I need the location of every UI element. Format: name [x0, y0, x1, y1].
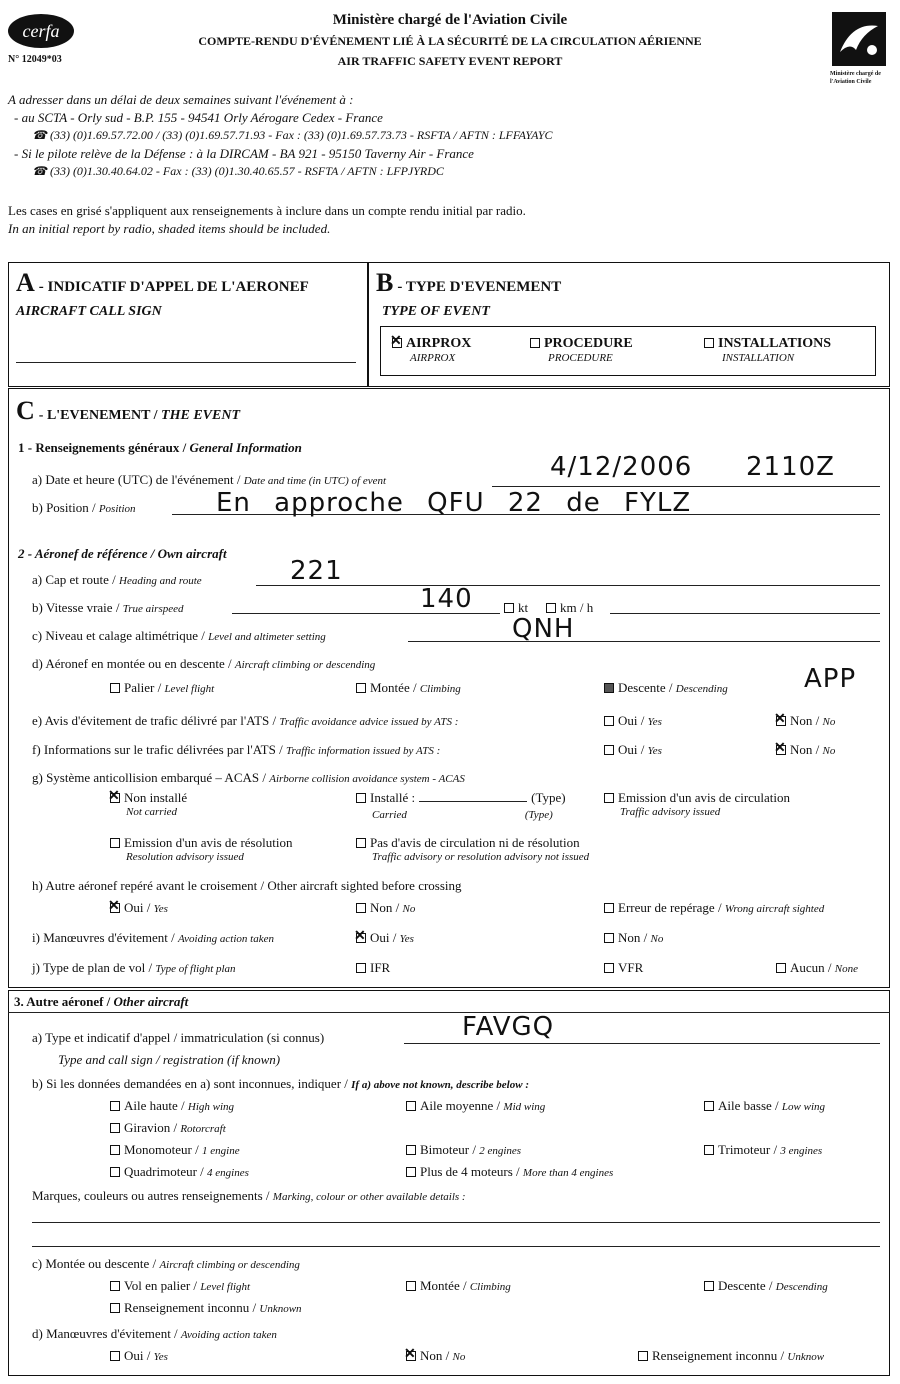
marks-field-1[interactable]: [32, 1222, 880, 1223]
event-airprox[interactable]: [392, 334, 471, 364]
palier-option[interactable]: Palier / Level flight: [110, 680, 214, 696]
intro-line-6: Les cases en grisé s'appliquent aux renseignements à inclure dans un compte rendu initial par radio.: [8, 203, 526, 218]
avoiding-oui[interactable]: ✕ Oui / Yes: [356, 930, 414, 946]
flightplan-ifr[interactable]: IFR: [356, 960, 390, 976]
acas-ra-issued[interactable]: Emission d'un avis de résolution Resolution advisory issued: [110, 835, 292, 863]
other-avoiding-oui[interactable]: Oui / Yes: [110, 1348, 168, 1364]
level-value[interactable]: QNH: [512, 614, 575, 644]
descente-option[interactable]: Descente / Descending: [604, 680, 728, 696]
airprox-checkbox[interactable]: [392, 338, 402, 348]
date-value[interactable]: 4/12/2006: [550, 452, 693, 482]
procedure-label: PROCEDURE: [544, 336, 633, 351]
sighted-label: h) Autre aéronef repéré avant le croisement / Other aircraft sighted before crossing: [32, 878, 462, 893]
airspeed-extra-field[interactable]: [610, 613, 880, 614]
other-level-flight[interactable]: Vol en palier / Level flight: [110, 1278, 250, 1294]
installations-label: INSTALLATIONS: [718, 336, 832, 351]
other-avoiding-unknown[interactable]: Renseignement inconnu / Unknow: [638, 1348, 824, 1364]
opt-high-wing[interactable]: Aile haute / High wing: [110, 1098, 234, 1114]
acas-ta-issued[interactable]: Emission d'un avis de circulation Traffic advisory issued: [604, 790, 790, 818]
event-procedure[interactable]: [530, 334, 633, 364]
opt-4-engines[interactable]: Quadrimoteur / 4 engines: [110, 1164, 249, 1180]
opt-1-engine[interactable]: Monomoteur / 1 engine: [110, 1142, 240, 1158]
other-descending[interactable]: Descente / Descending: [704, 1278, 828, 1294]
date-field[interactable]: [492, 486, 880, 487]
section-c-letter: C: [16, 396, 35, 425]
section-c-title: - L'EVENEMENT /: [38, 408, 162, 423]
event-installations[interactable]: [704, 334, 831, 364]
section-c-heading: [16, 396, 240, 426]
intro-line-2: - au SCTA - Orly sud - B.P. 155 - 94541 Orly Aérogare Cedex - France: [14, 110, 383, 125]
sighted-oui[interactable]: ✕Oui / Yes: [110, 900, 168, 916]
app-value[interactable]: APP: [804, 664, 857, 694]
acas-not-carried[interactable]: ✕Non installé Not carried: [110, 790, 187, 818]
other-climbing[interactable]: Montée / Climbing: [406, 1278, 511, 1294]
section-a-letter: A: [16, 268, 35, 297]
traffic-info-oui[interactable]: Oui / Yes: [604, 742, 662, 758]
installations-checkbox[interactable]: [704, 338, 714, 348]
avoidance-advice-oui[interactable]: Oui / Yes: [604, 713, 662, 729]
header-subtitle-fr: COMPTE-RENDU D'ÉVÉNEMENT LIÉ À LA SÉCURITÉ DE LA CIRCULATION AÉRIENNE: [198, 34, 702, 48]
level-field[interactable]: [408, 641, 880, 642]
intro-line-1: A adresser dans un délai de deux semaines suivant l'événement à :: [8, 92, 354, 107]
date-label: a) Date et heure (UTC) de l'événement / Date and time (in UTC) of event: [32, 472, 387, 487]
opt-3-engines[interactable]: Trimoteur / 3 engines: [704, 1142, 822, 1158]
opt-rotorcraft[interactable]: Giravion / Rotorcraft: [110, 1120, 226, 1136]
airspeed-label: b) Vitesse vraie / True airspeed: [32, 600, 184, 615]
climb-label: d) Aéronef en montée ou en descente / Aircraft climbing or descending: [32, 656, 376, 671]
other-type-label: a) Type et indicatif d'appel / immatriculation (si connus): [32, 1030, 325, 1045]
procedure-checkbox[interactable]: [530, 338, 540, 348]
form-number: N° 12049*03: [8, 54, 62, 65]
kmh-option[interactable]: km / h: [546, 600, 593, 616]
avoiding-label: i) Manœuvres d'évitement / Avoiding action taken: [32, 930, 274, 945]
airprox-label-en: AIRPROX: [410, 352, 456, 364]
section-a-heading: [16, 268, 309, 298]
avoidance-advice-non[interactable]: ✕ Non / No: [776, 713, 835, 729]
section-3-heading: 3. Autre aéronef / Other aircraft: [14, 994, 189, 1009]
general-info-heading: 1 - Renseignements généraux / General Information: [18, 440, 302, 455]
sighted-wrong[interactable]: Erreur de repérage / Wrong aircraft sighted: [604, 900, 824, 916]
heading-label: a) Cap et route / Heading and route: [32, 572, 202, 587]
intro-line-4: - Si le pilote relève de la Défense : à la DIRCAM - BA 921 - 95150 Taverny Air - France: [14, 146, 474, 161]
flightplan-label: j) Type de plan de vol / Type of flight plan: [32, 960, 236, 975]
section-a-title: - INDICATIF D'APPEL DE L'AERONEF: [38, 279, 309, 295]
section-3-box: [8, 990, 890, 1376]
position-value[interactable]: En approche QFU 22 de FYLZ: [216, 488, 692, 518]
position-label: b) Position / Position: [32, 500, 136, 515]
section-3-divider: [8, 1012, 890, 1013]
other-avoiding-label: d) Manœuvres d'évitement / Avoiding action taken: [32, 1326, 277, 1341]
intro-line-3: ☎ (33) (0)1.69.57.72.00 / (33) (0)1.69.57.71.93 - Fax : (33) (0)1.69.57.73.73 - RSFTA / AFTN : LFFAYAYC: [32, 128, 553, 142]
other-climb-label: c) Montée ou descente / Aircraft climbing or descending: [32, 1256, 300, 1271]
dgac-emblem: [832, 12, 886, 66]
airprox-label: AIRPROX: [406, 336, 472, 351]
other-unknown[interactable]: Renseignement inconnu / Unknown: [110, 1300, 302, 1316]
opt-more-engines[interactable]: Plus de 4 moteurs / More than 4 engines: [406, 1164, 613, 1180]
opt-mid-wing[interactable]: Aile moyenne / Mid wing: [406, 1098, 545, 1114]
other-type-field[interactable]: [404, 1043, 880, 1044]
level-label: c) Niveau et calage altimétrique / Level and altimeter setting: [32, 628, 326, 643]
section-c-title-en: THE EVENT: [161, 408, 241, 423]
acas-label: g) Système anticollision embarqué – ACAS / Airborne collision avoidance system - ACAS: [32, 770, 465, 785]
section-b-subtitle: TYPE OF EVENT: [382, 304, 490, 319]
other-type-label-en: Type and call sign / registration (if known): [58, 1052, 281, 1067]
other-avoiding-non[interactable]: ✕ Non / No: [406, 1348, 465, 1364]
traffic-info-non[interactable]: ✕ Non / No: [776, 742, 835, 758]
traffic-info-label: f) Informations sur le trafic délivrées par l'ATS / Traffic information issued by ATS :: [32, 742, 441, 757]
acas-none-issued[interactable]: Pas d'avis de circulation ni de résolution Traffic advisory or resolution advisory not issued: [356, 835, 589, 863]
marks-label: Marques, couleurs ou autres renseignements / Marking, colour or other available details :: [32, 1188, 466, 1203]
kt-option[interactable]: kt: [504, 600, 528, 616]
flightplan-vfr[interactable]: VFR: [604, 960, 643, 976]
section-b-heading: [376, 268, 561, 298]
procedure-label-en: PROCEDURE: [548, 352, 613, 364]
acas-carried[interactable]: Installé : (Type) Carried (Type): [356, 790, 566, 822]
header-title: Ministère chargé de l'Aviation Civile: [332, 12, 568, 28]
other-type-value[interactable]: FAVGQ: [462, 1012, 555, 1042]
other-describe-label: b) Si les données demandées en a) sont inconnues, indiquer / If a) above not known, describe below :: [32, 1076, 529, 1091]
emblem-caption: Ministère chargé de l'Aviation Civile: [830, 71, 881, 85]
intro-line-7: In an initial report by radio, shaded items should be included.: [8, 221, 331, 236]
sighted-non[interactable]: Non / No: [356, 900, 415, 916]
cerfa-logo: cerfa: [8, 14, 74, 48]
heading-field[interactable]: [256, 585, 880, 586]
section-b-letter: B: [376, 268, 394, 297]
time-value[interactable]: 2110Z: [746, 452, 835, 482]
callsign-field[interactable]: [16, 362, 356, 363]
heading-value[interactable]: 221: [290, 556, 343, 586]
section-b-title: - TYPE D'EVENEMENT: [397, 279, 562, 295]
avoiding-non[interactable]: Non / No: [604, 930, 663, 946]
airspeed-value[interactable]: 140: [420, 584, 473, 614]
opt-2-engines[interactable]: Bimoteur / 2 engines: [406, 1142, 521, 1158]
marks-field-2[interactable]: [32, 1246, 880, 1247]
montee-option[interactable]: Montée / Climbing: [356, 680, 461, 696]
intro-line-5: ☎ (33) (0)1.30.40.64.02 - Fax : (33) (0)1.30.40.65.57 - RSFTA / AFTN : LFPJYRDC: [32, 164, 444, 178]
avoidance-advice-label: e) Avis d'évitement de trafic délivré par l'ATS / Traffic avoidance advice issued by ATS :: [32, 713, 459, 728]
flightplan-none[interactable]: Aucun / None: [776, 960, 858, 976]
installations-label-en: INSTALLATION: [722, 352, 795, 364]
opt-low-wing[interactable]: Aile basse / Low wing: [704, 1098, 825, 1114]
section-a-subtitle: AIRCRAFT CALL SIGN: [16, 304, 162, 319]
header-subtitle-en: AIR TRAFFIC SAFETY EVENT REPORT: [337, 54, 563, 68]
own-aircraft-heading: 2 - Aéronef de référence / Own aircraft: [18, 546, 227, 561]
